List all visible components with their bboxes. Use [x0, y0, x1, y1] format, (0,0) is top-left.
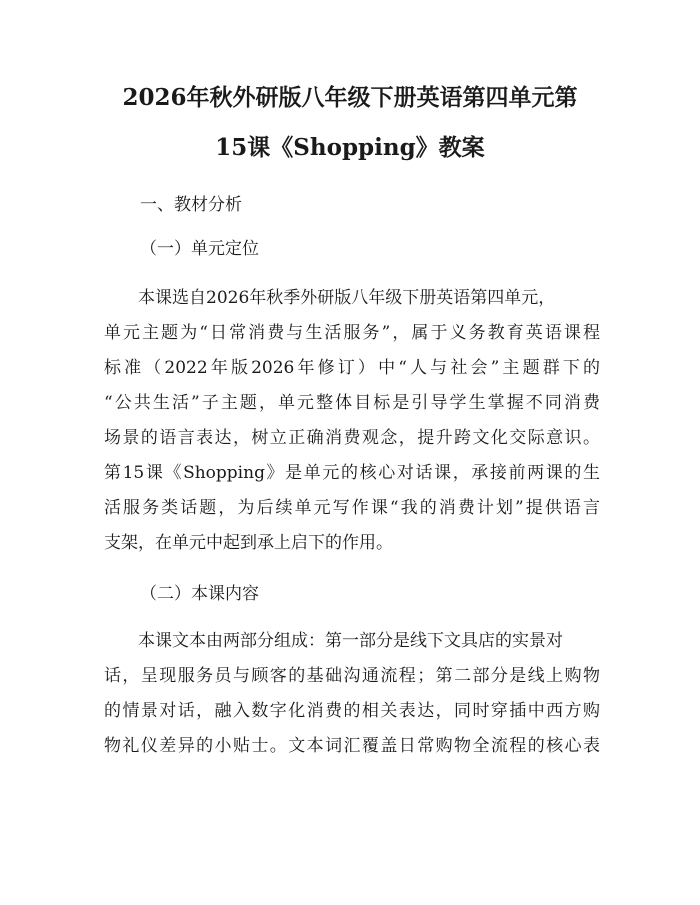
paragraph-line: 本课选自2026年秋季外研版八年级下册英语第四单元， — [138, 288, 556, 308]
paragraph-line: 标准（2022年版2026年修订）中“人与社会”主题群下的 — [104, 358, 600, 378]
paragraph-line: 活服务类话题，为后续单元写作课“我的消费计划”提供语言 — [104, 498, 600, 518]
paragraph-line: 场景的语言表达，树立正确消费观念，提升跨文化交际意识。 — [104, 428, 600, 448]
paragraph-line: 单元主题为“日常消费与生活服务”，属于义务教育英语课程 — [104, 323, 600, 343]
paragraph-line: 支架，在单元中起到承上启下的作用。 — [104, 533, 393, 553]
subsection-heading-unit-positioning: （一）单元定位 — [140, 239, 259, 259]
paragraph-line: 物礼仪差异的小贴士。文本词汇覆盖日常购物全流程的核心表 — [104, 736, 600, 756]
paragraph-line: 第15课《Shopping》是单元的核心对话课，承接前两课的生 — [104, 463, 600, 483]
paragraph-line: 本课文本由两部分组成：第一部分是线下文具店的实景对 — [138, 631, 563, 651]
document-title-line-2: 15课《Shopping》教案 — [215, 134, 485, 161]
paragraph-line: “公共生活”子主题，单元整体目标是引导学生掌握不同消费 — [104, 393, 600, 413]
paragraph-line: 的情景对话，融入数字化消费的相关表达，同时穿插中西方购 — [104, 701, 600, 721]
subsection-heading-lesson-content: （二）本课内容 — [140, 584, 259, 604]
paragraph-line: 话，呈现服务员与顾客的基础沟通流程；第二部分是线上购物 — [104, 666, 600, 686]
document-title-line-1: 2026年秋外研版八年级下册英语第四单元第 — [122, 84, 578, 111]
section-heading-textbook-analysis: 一、教材分析 — [140, 195, 242, 215]
